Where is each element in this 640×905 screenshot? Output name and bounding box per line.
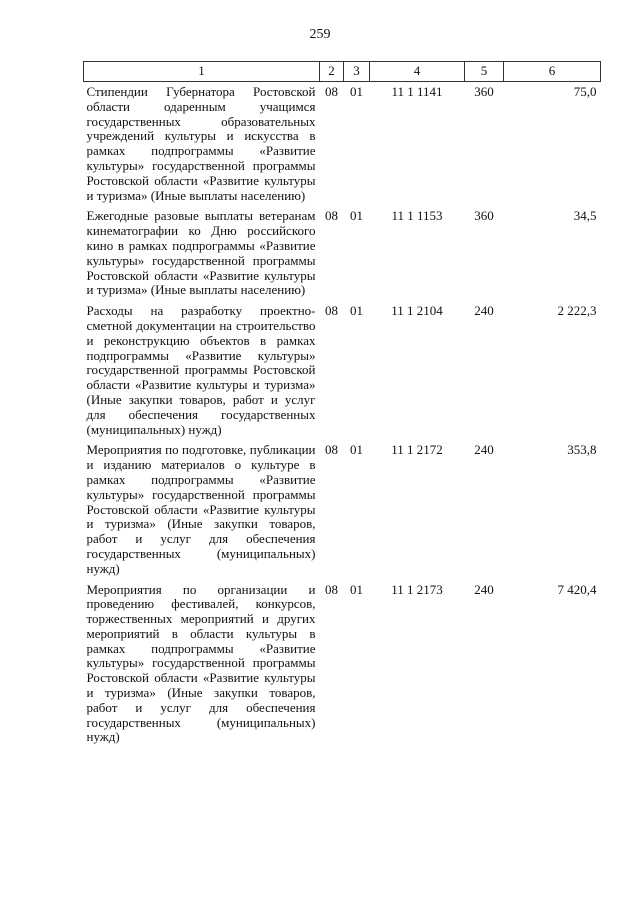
- row-expense-type: 360: [474, 208, 494, 224]
- row-description: Расходы на разработку проектно-сметной документации на строительство и реконструкцию объектов в рамках подпрограммы «Развитие культуры» государственной программы Ростовской области «Развитие культуры и туризма» (Иные закупки товаров, работ и услуг для обеспечения государственных (муниципальных) нужд): [86, 303, 316, 437]
- row-subsection: 01: [350, 84, 363, 99]
- column-header-target-code: 4: [370, 62, 465, 82]
- row-target-code: 11 1 1141: [391, 84, 443, 99]
- row-amount: 75,0: [573, 84, 597, 99]
- row-amount: 7 420,4: [557, 581, 597, 597]
- table-row: [84, 304, 601, 443]
- row-description: Стипендии Губернатора Ростовской области одаренным учащимся государственных образовательных учреждений культуры и искусства в рамках подпрограммы «Развитие культуры» государственной программы Ростовской области «Развитие культуры и туризма» (Иные выплаты населению): [86, 84, 316, 203]
- row-amount: 34,5: [573, 208, 597, 224]
- row-target-code: 11 1 1153: [391, 208, 443, 224]
- row-section: 08: [325, 303, 338, 319]
- column-header-amount: 6: [504, 62, 601, 82]
- row-amount: 2 222,3: [557, 303, 597, 319]
- table-row: [84, 82, 601, 210]
- row-section: 08: [325, 442, 338, 458]
- table-header-row: [84, 62, 601, 82]
- table-row: [84, 209, 601, 304]
- row-section: 08: [325, 84, 338, 99]
- row-expense-type: 360: [474, 84, 494, 99]
- row-target-code: 11 1 2172: [391, 442, 443, 458]
- column-header-expense-type: 5: [465, 62, 504, 82]
- column-header-description: 1: [84, 62, 320, 82]
- row-section: 08: [325, 581, 338, 597]
- row-description: Мероприятия по подготовке, публикации и изданию материалов о культуре в рамках подпрограммы «Развитие культуры» государственной программы Ростовской области «Развитие культуры и туризма» (Иные закупки товаров, работ и услуг для обеспечения государственных (муниципальных) нужд): [86, 442, 316, 576]
- row-subsection: 01: [350, 442, 363, 458]
- budget-table: [83, 61, 601, 751]
- row-target-code: 11 1 2104: [391, 303, 443, 319]
- row-description: Мероприятия по организации и проведению фестивалей, конкурсов, торжественных мероприятий и других мероприятий в области культуры в рамках подпрограммы «Развитие культуры» государственной программы Ростовской области «Развитие культуры и туризма» (Иные закупки товаров, работ и услуг для обеспечения государственных (муниципальных) нужд): [86, 581, 316, 745]
- row-subsection: 01: [350, 581, 363, 597]
- row-amount: 353,8: [567, 442, 597, 458]
- column-header-subsection: 3: [344, 62, 370, 82]
- row-subsection: 01: [350, 303, 363, 319]
- row-section: 08: [325, 208, 338, 224]
- row-expense-type: 240: [474, 303, 494, 319]
- row-expense-type: 240: [474, 442, 494, 458]
- page-number: 259: [309, 27, 331, 42]
- row-subsection: 01: [350, 208, 363, 224]
- table-row: [84, 443, 601, 582]
- row-description: Ежегодные разовые выплаты ветеранам кинематографии ко Дню российского кино в рамках подпрограммы «Развитие культуры» государственной программы Ростовской области «Развитие культуры и туризма» (Иные выплаты населению): [86, 208, 316, 298]
- column-header-section: 2: [320, 62, 344, 82]
- row-expense-type: 240: [474, 581, 494, 597]
- table-row: [84, 583, 601, 752]
- row-target-code: 11 1 2173: [391, 581, 443, 597]
